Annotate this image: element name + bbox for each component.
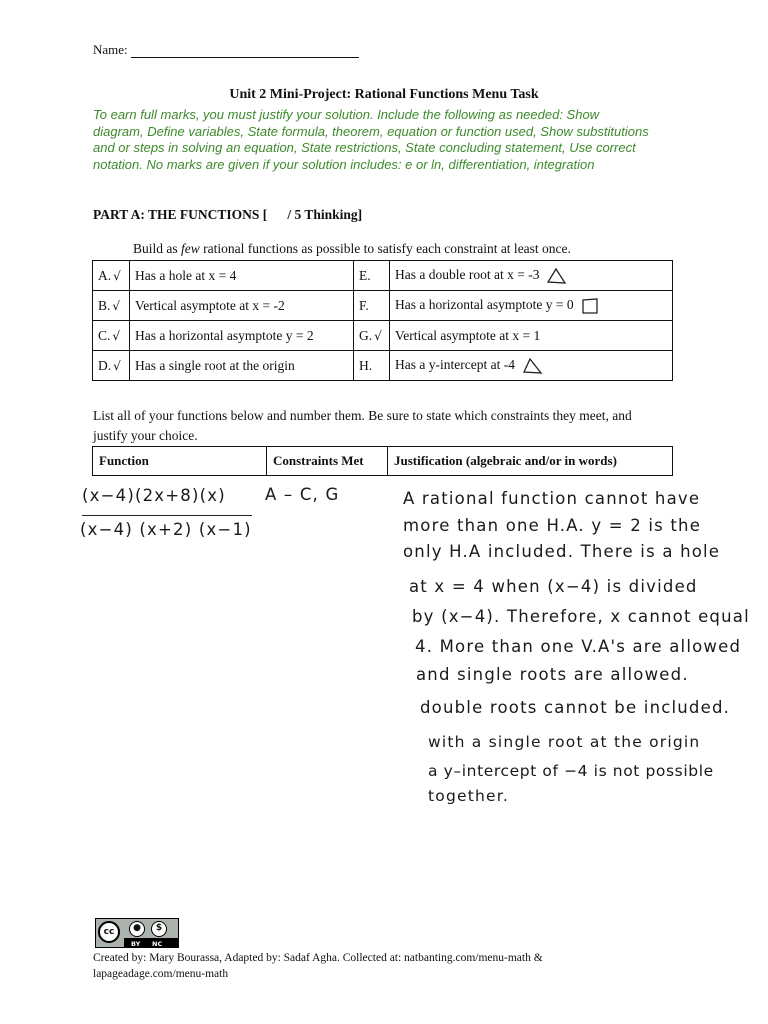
handwritten-denominator: (x−4) (x+2) (x−1) xyxy=(80,520,252,539)
justification-line: more than one H.A. y = 2 is the xyxy=(403,516,702,535)
function-table-header xyxy=(92,446,673,476)
check-mark-icon: √ xyxy=(112,328,121,343)
header-row xyxy=(93,447,673,476)
by-label: BY xyxy=(131,940,141,948)
nc-label: NC xyxy=(152,940,163,948)
check-mark-icon: √ xyxy=(112,298,121,313)
name-blank[interactable] xyxy=(131,45,359,58)
justification-line: A rational function cannot have xyxy=(403,489,701,508)
constraint-letter-cell xyxy=(354,261,390,291)
attribution-icon: ● xyxy=(129,921,145,937)
constraint-letter: E. xyxy=(359,267,371,283)
list-instruction: List all of your functions below and number them. Be sure to state which constraints they meet, and justify your choice. xyxy=(93,408,632,443)
constraint-text: Vertical asymptote at x = 1 xyxy=(395,327,541,343)
constraint-letter-cell xyxy=(93,321,130,351)
justification-line: a y–intercept of −4 is not possible xyxy=(428,762,714,780)
constraint-letter-cell xyxy=(93,261,130,291)
build-text-before: Build as xyxy=(133,241,182,256)
justification-line: with a single root at the origin xyxy=(428,733,701,751)
name-line xyxy=(93,42,359,58)
document-title: Unit 2 Mini-Project: Rational Functions Menu Task xyxy=(229,87,539,102)
constraint-row xyxy=(93,261,673,291)
header-function: Function xyxy=(93,447,267,476)
part-a-heading xyxy=(93,207,362,223)
name-label: Name: xyxy=(93,42,128,57)
noncommercial-icon: $ xyxy=(151,921,167,937)
footer-credit: Created by: Mary Bourassa, Adapted by: Sadaf Agha. Collected at: natbanting.com/menu-math & lapageadage.com/menu-math xyxy=(93,952,543,980)
constraint-letter-cell xyxy=(354,291,390,321)
creative-commons-badge xyxy=(95,918,179,948)
check-mark-icon: √ xyxy=(113,358,121,373)
instructions: To earn full marks, you must justify your solution. Include the following as needed: Show diagram, Define variables, State formula, theorem, equation or function used, Show substitutions and or steps in solving an equation, State restrictions, State concluding statement, Use correct notation. No marks are given if your solution includes: e or ln, differentiation, integration xyxy=(93,107,649,172)
header-constraints-met: Constraints Met xyxy=(267,447,388,476)
justification-line: only H.A included. There is a hole xyxy=(403,542,721,561)
justification-line: by (x−4). Therefore, x cannot equal xyxy=(412,607,750,626)
constraint-text: Has a horizontal asymptote y = 2 xyxy=(130,321,354,351)
cc-icon: cc xyxy=(98,921,120,943)
part-a-prefix: PART A: THE FUNCTIONS [ xyxy=(93,207,268,222)
constraint-letter: C. xyxy=(98,327,111,343)
constraint-letter-cell xyxy=(354,351,390,381)
constraint-letter: D. xyxy=(98,357,112,373)
constraint-row xyxy=(93,291,673,321)
triangle-doodle-icon xyxy=(521,357,543,375)
justification-line: and single roots are allowed. xyxy=(416,665,689,684)
build-text-emphasis: few xyxy=(181,241,200,256)
constraint-letter: A. xyxy=(98,267,112,283)
constraint-letter: G. xyxy=(359,327,373,343)
constraint-text: Vertical asymptote at x = -2 xyxy=(130,291,354,321)
constraint-text-cell xyxy=(390,321,673,351)
constraint-text: Has a hole at x = 4 xyxy=(130,261,354,291)
constraint-text-cell xyxy=(390,291,673,321)
constraint-text-cell xyxy=(390,261,673,291)
header-justification: Justification (algebraic and/or in words) xyxy=(388,447,673,476)
constraint-text: Has a horizontal asymptote y = 0 xyxy=(395,296,574,312)
handwritten-constraints-met: A – C, G xyxy=(265,485,340,504)
constraint-letter-cell xyxy=(93,291,130,321)
constraint-row xyxy=(93,351,673,381)
build-text-after: rational functions as possible to satisfy each constraint at least once. xyxy=(199,241,571,256)
constraint-letter: F. xyxy=(359,297,369,313)
part-a-suffix: / 5 Thinking] xyxy=(287,207,363,222)
constraint-text: Has a y-intercept at -4 xyxy=(395,356,515,372)
constraint-letter: B. xyxy=(98,297,111,313)
justification-line: double roots cannot be included. xyxy=(420,698,731,717)
check-mark-icon: √ xyxy=(374,328,382,343)
square-doodle-icon xyxy=(580,297,600,315)
constraint-letter-cell xyxy=(93,351,130,381)
constraint-row xyxy=(93,321,673,351)
constraints-table xyxy=(92,260,673,381)
constraint-text-cell xyxy=(390,351,673,381)
justification-line: together. xyxy=(428,787,510,805)
build-instruction xyxy=(133,241,571,257)
justification-line: 4. More than one V.A's are allowed xyxy=(415,637,742,656)
fraction-bar xyxy=(82,515,252,516)
constraint-letter-cell xyxy=(354,321,390,351)
constraint-letter: H. xyxy=(359,357,373,373)
handwritten-numerator: (x−4)(2x+8)(x) xyxy=(82,486,226,505)
constraint-text: Has a single root at the origin xyxy=(130,351,354,381)
constraint-text: Has a double root at x = -3 xyxy=(395,266,540,282)
justification-line: at x = 4 when (x−4) is divided xyxy=(409,577,698,596)
check-mark-icon: √ xyxy=(113,268,121,283)
triangle-doodle-icon xyxy=(545,267,567,285)
